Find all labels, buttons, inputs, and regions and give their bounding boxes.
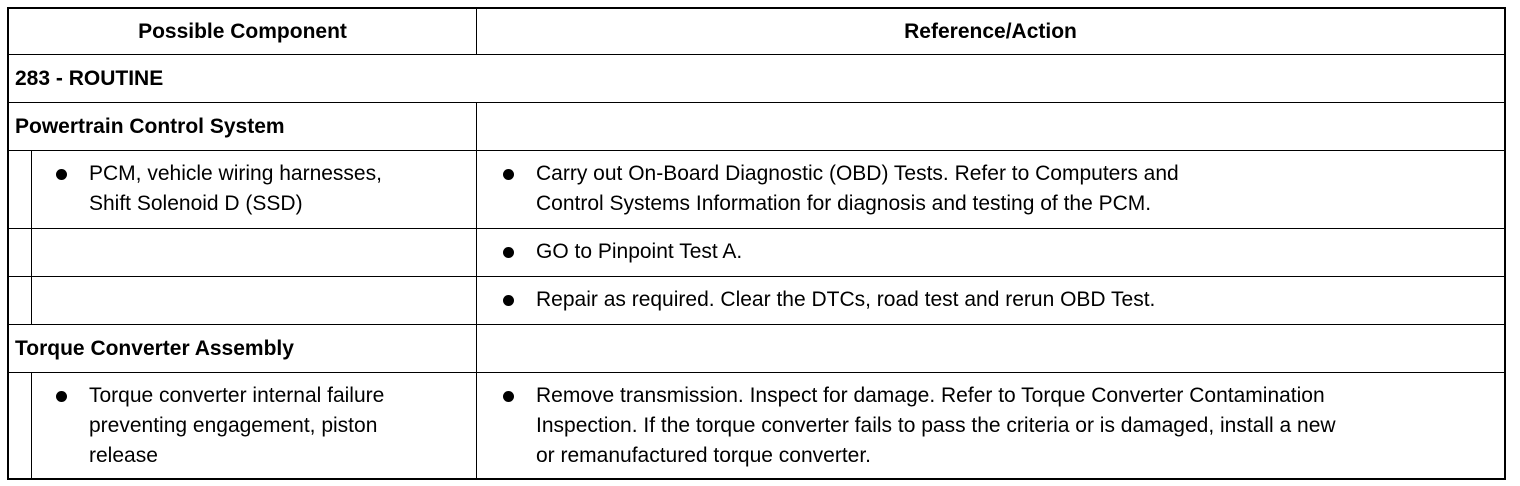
- section-title-row: [9, 325, 1504, 373]
- bullet-icon: [503, 169, 514, 180]
- table-row: [9, 373, 1504, 478]
- action-text: Repair as required. Clear the DTCs, road test and rerun OBD Test.: [536, 288, 1156, 311]
- header-row: [9, 9, 1504, 55]
- component-cell: [9, 373, 477, 478]
- bullet-icon: [503, 247, 514, 258]
- component-item: [56, 381, 384, 471]
- action-cell: [477, 277, 1504, 324]
- component-cell: [9, 229, 477, 276]
- component-text: Torque converter internal failure preventing engagement, piston release: [89, 384, 385, 467]
- component-cell: [9, 151, 477, 228]
- routine-row: [9, 55, 1504, 103]
- indent-divider: [31, 373, 32, 478]
- action-cell: [477, 373, 1504, 478]
- indent-divider: [31, 151, 32, 228]
- table-row: [9, 277, 1504, 325]
- component-item: [56, 159, 382, 219]
- bullet-icon: [503, 391, 514, 402]
- empty-cell: [477, 325, 1504, 372]
- header-reference-action: Reference/Action: [904, 19, 1077, 43]
- section-title: Powertrain Control System: [9, 103, 477, 150]
- bullet-icon: [56, 169, 67, 180]
- action-item: [503, 381, 1336, 471]
- action-cell: [477, 229, 1504, 276]
- action-cell: [477, 151, 1504, 228]
- table-row: [9, 229, 1504, 277]
- action-item: [503, 285, 1155, 315]
- indent-divider: [31, 277, 32, 324]
- bullet-icon: [56, 391, 67, 402]
- routine-title: 283 - ROUTINE: [15, 66, 164, 90]
- indent-divider: [31, 229, 32, 276]
- action-text: Remove transmission. Inspect for damage. Refer to Torque Converter Contamination Inspection. If the torque converter fails to pass the criteria or is damaged, install a new or remanufactured torque converter.: [536, 384, 1336, 467]
- component-cell: [9, 277, 477, 324]
- diagnostic-table: [7, 7, 1506, 480]
- table-row: [9, 151, 1504, 229]
- empty-cell: [477, 103, 1504, 150]
- section-title-row: [9, 103, 1504, 151]
- action-text: Carry out On-Board Diagnostic (OBD) Tests. Refer to Computers and Control Systems Information for diagnosis and testing of the PCM.: [536, 162, 1179, 215]
- action-text: GO to Pinpoint Test A.: [536, 240, 743, 263]
- component-text: PCM, vehicle wiring harnesses, Shift Solenoid D (SSD): [89, 162, 382, 215]
- action-item: [503, 237, 742, 267]
- action-item: [503, 159, 1179, 219]
- header-possible-component: Possible Component: [9, 9, 477, 54]
- bullet-icon: [503, 295, 514, 306]
- section-title: Torque Converter Assembly: [9, 325, 477, 372]
